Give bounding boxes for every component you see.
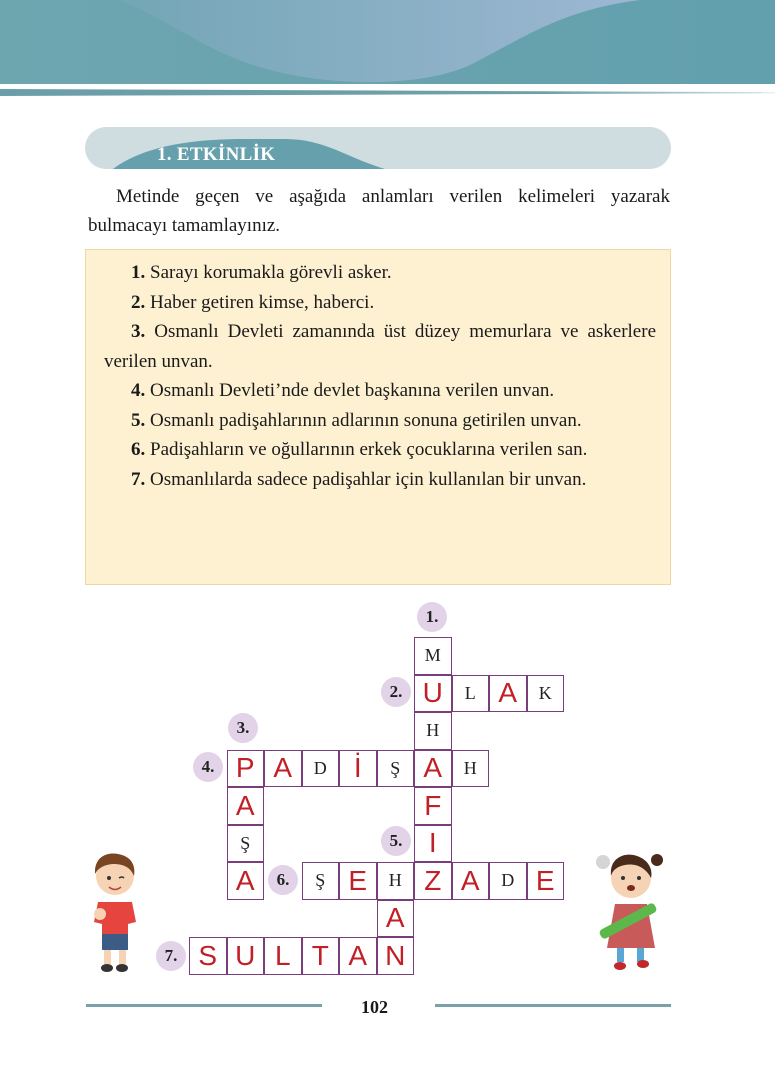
clue-list-box (85, 249, 671, 585)
clue-number: 3. (131, 321, 146, 342)
crossword-cell[interactable] (227, 787, 265, 825)
answer-letter: A (273, 752, 293, 784)
given-letter: K (538, 682, 552, 703)
crossword-cell[interactable] (414, 825, 452, 863)
answer-letter: A (385, 902, 405, 934)
crossword-cell[interactable] (377, 900, 415, 938)
answer-letter: U (422, 677, 443, 709)
clue-text: Sarayı korumakla görevli asker. (150, 262, 392, 283)
answer-letter: A (460, 864, 480, 896)
clue-item (104, 435, 656, 465)
given-letter: D (313, 757, 327, 778)
answer-letter: Z (424, 864, 442, 896)
crossword-cell[interactable] (414, 675, 452, 713)
answer-letter: L (274, 939, 291, 971)
clue-text: Osmanlı Devleti zamanında üst düzey memurlara ve askerlere verilen unvan. (104, 321, 657, 372)
clue-number: 5. (131, 409, 146, 431)
crossword-cell[interactable] (489, 675, 527, 713)
crossword-cell[interactable] (189, 937, 227, 975)
footer-rule-right (435, 1004, 671, 1007)
clue-number-badge: 5. (381, 826, 411, 856)
clue-item (104, 288, 656, 318)
crossword-cell[interactable] (227, 750, 265, 788)
crossword-cell[interactable] (264, 937, 302, 975)
page-header-banner (0, 0, 775, 84)
given-letter: H (388, 870, 402, 891)
clue-number: 2. (131, 291, 146, 313)
given-letter: Ş (390, 757, 401, 778)
answer-letter: E (535, 864, 555, 896)
clue-text: Haber getiren kimse, haberci. (150, 291, 375, 313)
clue-text: Osmanlı padişahlarının adlarının sonuna getirilen unvan. (150, 409, 582, 431)
clue-number: 6. (131, 439, 146, 460)
crossword-cell[interactable] (527, 862, 565, 900)
clue-item (104, 465, 656, 495)
crossword-cell[interactable] (264, 750, 302, 788)
answer-letter: N (385, 939, 406, 971)
clue-number-badge: 6. (268, 865, 298, 895)
girl-illustration-icon (593, 848, 673, 976)
answer-letter: A (498, 677, 518, 709)
answer-letter: I (428, 827, 437, 859)
answer-letter: İ (353, 752, 362, 784)
clue-text: Osmanlı Devleti’nde devlet başkanına verilen unvan. (150, 380, 555, 401)
crossword-cell[interactable] (414, 637, 452, 675)
footer-rule-left (86, 1004, 322, 1007)
crossword-cell[interactable] (339, 750, 377, 788)
clue-number-badge: 1. (417, 602, 447, 632)
crossword-cell[interactable] (377, 937, 415, 975)
crossword-cell[interactable] (377, 750, 415, 788)
given-letter: M (424, 645, 441, 666)
clue-number-badge: 3. (228, 713, 258, 743)
clue-number: 1. (131, 262, 146, 283)
clue-number: 4. (131, 380, 146, 401)
crossword-cell[interactable] (527, 675, 565, 713)
crossword-cell[interactable] (452, 862, 490, 900)
header-divider (0, 89, 775, 96)
answer-letter: P (235, 752, 255, 784)
crossword-cell[interactable] (452, 675, 490, 713)
answer-letter: A (235, 864, 255, 896)
clue-text: Osmanlılarda sadece padişahlar için kullanılan bir unvan. (150, 468, 587, 490)
clue-item (104, 406, 656, 436)
given-letter: H (463, 757, 477, 778)
answer-letter: A (423, 752, 443, 784)
answer-letter: A (348, 939, 368, 971)
clue-text: Padişahların ve oğullarının erkek çocuklarına verilen san. (150, 439, 588, 460)
clue-number-badge: 7. (156, 941, 186, 971)
crossword-cell[interactable] (302, 750, 340, 788)
answer-letter: E (348, 864, 368, 896)
answer-letter: S (198, 939, 218, 971)
crossword-cell[interactable] (452, 750, 490, 788)
clue-item (104, 317, 656, 376)
clue-number-badge: 2. (381, 677, 411, 707)
crossword-cell[interactable] (227, 862, 265, 900)
given-letter: H (426, 720, 440, 741)
answer-letter: A (235, 789, 255, 821)
clue-number-badge: 4. (193, 752, 223, 782)
clue-item (104, 258, 656, 288)
crossword-cell[interactable] (489, 862, 527, 900)
given-letter: L (464, 682, 476, 703)
crossword-cell[interactable] (302, 937, 340, 975)
given-letter: Ş (315, 870, 326, 891)
boy-illustration-icon (82, 848, 144, 976)
clue-item (104, 376, 656, 406)
crossword-cell[interactable] (227, 825, 265, 863)
crossword-cell[interactable] (414, 750, 452, 788)
activity-title: 1. ETKİNLİK (157, 144, 276, 165)
crossword-cell[interactable] (302, 862, 340, 900)
clue-number: 7. (131, 468, 146, 490)
crossword-cell[interactable] (414, 712, 452, 750)
crossword-cell[interactable] (414, 787, 452, 825)
crossword-cell[interactable] (339, 862, 377, 900)
answer-letter: U (235, 939, 256, 971)
crossword-cell[interactable] (414, 862, 452, 900)
crossword-cell[interactable] (227, 937, 265, 975)
given-letter: D (501, 870, 515, 891)
answer-letter: T (311, 939, 329, 971)
page-number: 102 (361, 997, 388, 1017)
instructions-text: Metinde geçen ve aşağıda anlamları verilen kelimeleri yazarak bulmacayı tamamlayınız. (88, 186, 670, 236)
crossword-cell[interactable] (377, 862, 415, 900)
given-letter: Ş (240, 832, 251, 853)
answer-letter: F (424, 789, 442, 821)
crossword-cell[interactable] (339, 937, 377, 975)
